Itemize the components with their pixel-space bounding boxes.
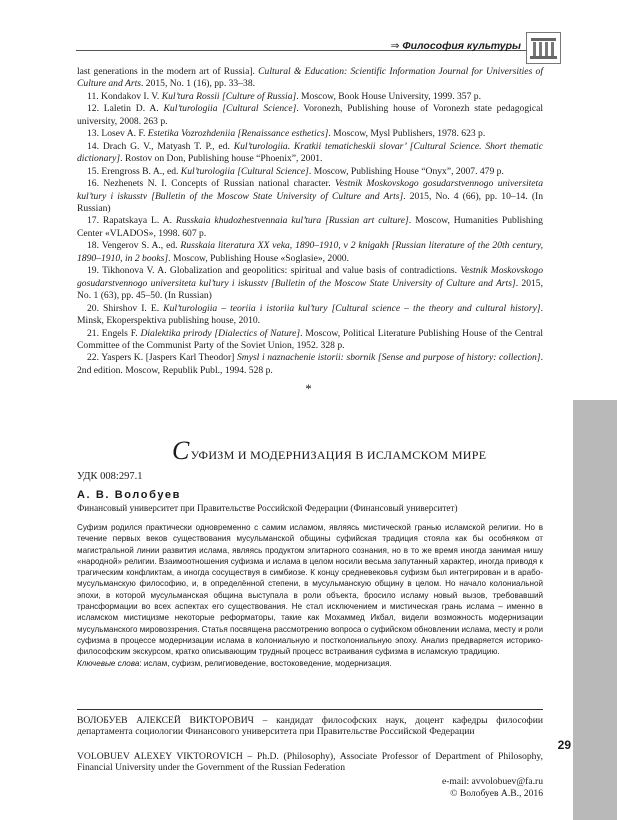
reference-title: Kul’turologiia [Cultural Science]: [180, 165, 309, 177]
reference-title: Vestnik Moskovskogo gosudarstvennogo universiteta kul’tury i iskusstv [Bulletin of the Moscow State University of Culture and Arts]: [77, 265, 543, 289]
reference-item: [77, 91, 543, 103]
reference-text: . Minsk, Ekoperspektiva publishing house, 2010.: [77, 302, 543, 327]
journal-logo: [526, 32, 561, 64]
reference-text: 14. Drach G. V., Matyash T. P., ed.: [87, 140, 234, 152]
reference-text: 21. Engels F.: [87, 327, 141, 339]
arrow-right-icon: ⇒: [390, 40, 400, 52]
reference-text: 17. Rapatskaya L. A.: [87, 215, 176, 227]
reference-item: [77, 215, 543, 240]
reference-text: 15. Erengross B. A., ed.: [87, 165, 181, 177]
reference-item: [77, 166, 543, 178]
reference-text: 12. Laletin D. A.: [87, 103, 164, 115]
title-initial: С: [172, 436, 190, 465]
reference-text: 18. Vengerov S. A., ed.: [87, 240, 181, 252]
reference-title: Estetika Vozrozhdeniia [Renaissance esthetics]: [147, 128, 329, 140]
reference-item: [77, 240, 543, 265]
reference-text: last generations in the modern art of Russia].: [77, 66, 259, 77]
reference-text: . Voronezh, Publishing house of Voronezh state pedagogical university, 2008. 263 p.: [77, 103, 543, 127]
reference-text: . Moscow, Humanities Publishing Center «VLADOS», 1998. 607 p.: [77, 215, 543, 239]
reference-item: [77, 128, 543, 140]
reference-item: [77, 265, 543, 302]
author-bio-en: VOLOBUEV ALEXEY VIKTOROVICH – Ph.D. (Philosophy), Associate Professor of Department of Philosophy, Financial University under the Government of the Russian Federation: [77, 751, 543, 774]
reference-text: . 2015, No. 1 (63), pp. 45–50. (In Russian): [77, 277, 543, 302]
author-email[interactable]: e-mail: avvolobuev@fa.ru: [441, 776, 543, 787]
reference-text: 16. Nezhenets N. I. Concepts of Russian national character.: [87, 178, 335, 190]
reference-item: [77, 328, 543, 353]
column-logo-icon: [527, 33, 560, 63]
reference-text: . 2nd edition. Moscow, Republik Publ., 1994. 528 p.: [77, 352, 543, 376]
reference-text: . Moscow, Publishing House “Onyx”, 2007. 479 p.: [308, 165, 504, 177]
udc-code: УДК 008:297.1: [77, 471, 143, 482]
keywords-text: : ислам, суфизм, религиоведение, востоковедение, модернизация.: [139, 658, 392, 668]
section-title: Философия культуры: [402, 40, 521, 52]
reference-item: [77, 178, 543, 215]
author-bio-ru: ВОЛОБУЕВ АЛЕКСЕЙ ВИКТОРОВИЧ – кандидат философских наук, доцент кафедры философии департамента социологии Финансового университета при Правительстве Российской Федерации: [77, 715, 543, 738]
title-text: УФИЗМ И МОДЕРНИЗАЦИЯ В ИСЛАМСКОМ МИРЕ: [190, 448, 487, 462]
footer-rule: [77, 709, 543, 710]
reference-text: 22. Yaspers K. [Jaspers Karl Theodor]: [87, 352, 237, 364]
article-title: [172, 436, 486, 466]
reference-text: 19. Tikhonova V. A. Globalization and geopolitics: spiritual and value basis of contradictions.: [87, 265, 461, 277]
abstract-text: Суфизм родился практически одновременно с самим исламом, являясь мистической гранью исламской религии. Но в течение первых веков существования мусульманской общины суфийская традиция стояла как бы особняком от магистральной линии развития ислама, являясь продуктом элитарного сознания, но в то же время иногда занимая нишу «народной» религии. Взаимоотношения суфизма и ислама в целом носили весьма запутанный характер, иногда приводя к трагическим конфликтам, а иногда сосуществуя в симбиозе. К концу средневековья суфизм был интегрирован и в арабо-мусульманскую философию, и, в определённой степени, в мусульманскую общину в целом. Но начало колониальной эпохи, в которой мусульманская община выступала в роли объекта, бросило исламу новый вызов, требовавший трансформации во всех аспектах его существования. Не стал исключением и мистическая грань ислама – именно в исламском мистицизме некоторые реформаторы, такие как Мохаммед Икбал, видели возможность модернизации мусульманского мировоззрения. Статья посвящена рассмотрению вопроса о суфийском обновлении ислама, месту и роли суфизма в процессе модернизации ислама в колониальную и постколониальную эпоху. Анализ предваряется историко-философским экскурсом, кратко описывающим трудный процесс встраивания суфизма в исламскую традицию.: [77, 523, 543, 657]
reference-item: [77, 303, 543, 328]
reference-title: Kul’turologiia [Cultural Science]: [163, 103, 297, 115]
reference-title: Russkaia khudozhestvennaia kul’tura [Russian art culture]: [175, 215, 409, 227]
reference-title: Kul’turologiia – teoriia i istoriia kul’tury [Cultural science – the theory and cultural history]: [163, 302, 541, 314]
reference-text: . Moscow, Book House University, 1999. 357 p.: [296, 90, 481, 102]
reference-text: . 2015, No. 4 (66), pp. 10–14. (In Russian): [77, 190, 544, 214]
section-separator: *: [305, 381, 312, 396]
author-name: А. В. Волобуев: [77, 489, 181, 501]
reference-text: . Moscow, Mysl Publishers, 1978. 623 p.: [328, 128, 486, 140]
author-affiliation: Финансовый университет при Правительстве Российской Федерации (Финансовый университет): [77, 503, 458, 513]
reference-title: Kul’turologiia. Kratkii tematicheskii slovar’ [Cultural Science. Short thematic dictionary]: [77, 140, 543, 165]
page-edge-tab: [573, 400, 617, 820]
reference-list: [77, 66, 543, 377]
reference-text: . 2015, No. 1 (16), pp. 33–38.: [140, 78, 256, 90]
reference-text: 11. Kondakov I. V.: [87, 90, 162, 102]
reference-item: [77, 141, 543, 166]
keywords-label: Ключевые слова: [77, 658, 140, 668]
reference-title: Cultural & Education: Scientific Information Journal for Universities of Culture and Arts: [77, 66, 543, 90]
reference-text: . Rostov on Don, Publishing house “Phoenix”, 2001.: [120, 153, 323, 165]
reference-text: 20. Shirshov I. E.: [87, 302, 164, 314]
reference-title: Dialektika prirody [Dialectics of Nature]: [140, 327, 301, 339]
reference-text: . Moscow, Political Literature Publishing House of the Central Committee of the Communist Party of the Soviet Union, 1952. 328 p.: [77, 327, 543, 351]
reference-item: [77, 103, 543, 128]
reference-text: . Moscow, Publishing House «Soglasie», 2000.: [168, 252, 350, 264]
reference-text: 13. Losev A. F.: [87, 128, 148, 140]
page-number: 29: [557, 738, 571, 752]
copyright: © Волобуев А.В., 2016: [450, 788, 543, 799]
reference-item: [77, 66, 543, 91]
reference-item: [77, 352, 543, 377]
reference-title: Vestnik Moskovskogo gosudarstvennogo universiteta kul’tury i iskusstv [Bulletin of the Moscow State University of Culture and Arts]: [77, 178, 543, 202]
reference-title: Kul’tura Rossii [Culture of Russia]: [161, 90, 297, 102]
abstract: [77, 522, 543, 669]
running-header: [391, 40, 521, 52]
reference-title: Russkaia literatura XX veka, 1890–1910, v 2 knigakh [Russian literature of the 20th century, 1890–1910, in 2 books]: [77, 240, 543, 264]
reference-title: Smysl i naznachenie istorii: sbornik [Sense and purpose of history: collection]: [236, 352, 541, 364]
